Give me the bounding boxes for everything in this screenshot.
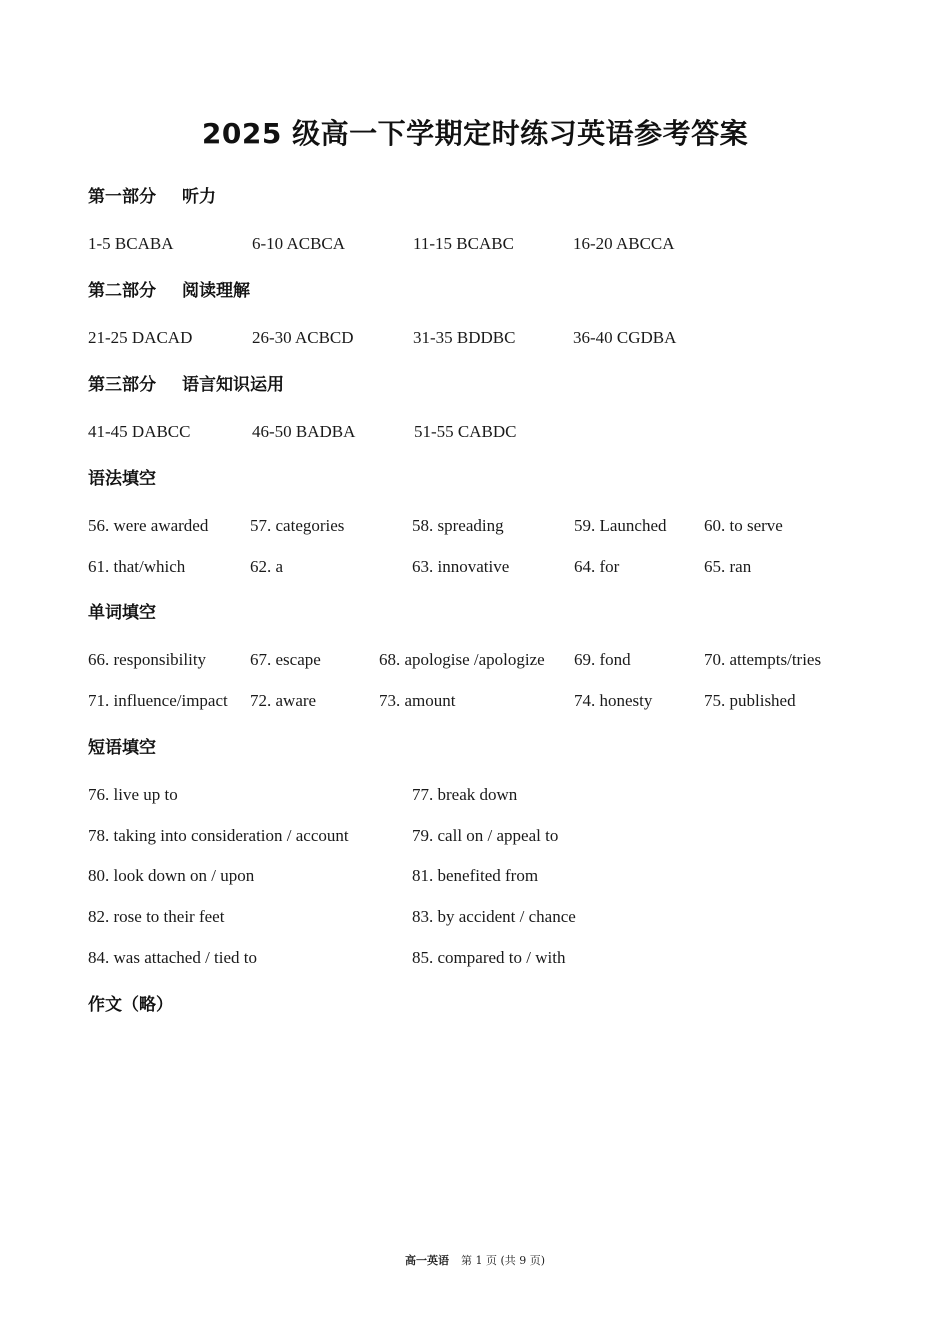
section-heading-language-use: [88, 370, 284, 395]
answer-item: 66. responsibility: [88, 650, 207, 669]
answer-group: 11-15 BCABC: [413, 234, 514, 253]
answer-row: [0, 948, 950, 972]
answer-item: 69. fond: [574, 650, 631, 669]
answer-item: 68. apologise /apologize: [379, 650, 545, 669]
section-heading-word: 单词填空: [88, 603, 156, 623]
section-heading-grammar: 语法填空: [88, 469, 156, 489]
footer-subject: 高一英语: [404, 1254, 449, 1267]
answer-group: 26-30 ACBCD: [252, 328, 354, 347]
answer-group: 16-20 ABCCA: [573, 234, 675, 253]
answer-group: 46-50 BADBA: [252, 422, 356, 441]
answer-item: 64. for: [574, 557, 620, 576]
section-heading-phrase: 短语填空: [88, 738, 156, 758]
answer-row: [0, 691, 950, 715]
section-label: 第二部分: [88, 281, 156, 301]
page-footer: [0, 1252, 950, 1268]
answer-item: 81. benefited from: [412, 866, 539, 885]
answer-item: 72. aware: [250, 691, 317, 710]
answer-row: [0, 650, 950, 674]
answer-item: 60. to serve: [704, 516, 783, 535]
answer-item: 59. Launched: [574, 516, 667, 535]
answer-group: 21-25 DACAD: [88, 328, 193, 347]
answer-item: 61. that/which: [88, 557, 186, 576]
answer-row: [0, 234, 950, 258]
answer-item: 78. taking into consideration / account: [88, 826, 349, 845]
answer-item: 80. look down on / upon: [88, 866, 255, 885]
answer-item: 84. was attached / tied to: [88, 948, 258, 967]
section-label: 第三部分: [88, 375, 156, 395]
answer-row: [0, 557, 950, 581]
answer-row: [0, 422, 950, 446]
answer-item: 79. call on / appeal to: [412, 826, 559, 845]
answer-row: [0, 907, 950, 931]
section-heading-listening: [88, 182, 216, 207]
answer-item: 58. spreading: [412, 516, 504, 535]
answer-row: [0, 826, 950, 850]
answer-item: 56. were awarded: [88, 516, 209, 535]
answer-group: 6-10 ACBCA: [252, 234, 346, 253]
answer-row: [0, 866, 950, 890]
footer-page-number: 第 1 页 (共 9 页): [460, 1254, 546, 1267]
answer-row: [0, 785, 950, 809]
answer-item: 82. rose to their feet: [88, 907, 225, 926]
answer-item: 73. amount: [379, 691, 456, 710]
answer-item: 74. honesty: [574, 691, 653, 710]
answer-group: 1-5 BCABA: [88, 234, 174, 253]
section-name: 语言知识运用: [182, 375, 284, 395]
section-heading-reading: [88, 276, 250, 301]
answer-item: 77. break down: [412, 785, 518, 804]
section-heading-essay: 作文（略）: [88, 995, 173, 1015]
section-name: 听力: [182, 187, 216, 207]
answer-item: 57. categories: [250, 516, 345, 535]
section-label: 第一部分: [88, 187, 156, 207]
answer-item: 75. published: [704, 691, 796, 710]
answer-item: 76. live up to: [88, 785, 178, 804]
answer-group: 31-35 BDDBC: [413, 328, 516, 347]
answer-item: 63. innovative: [412, 557, 510, 576]
answer-item: 83. by accident / chance: [412, 907, 576, 926]
answer-group: 36-40 CGDBA: [573, 328, 677, 347]
answer-item: 70. attempts/tries: [704, 650, 822, 669]
page-title: 2025 级高一下学期定时练习英语参考答案: [201, 117, 749, 150]
section-name: 阅读理解: [182, 281, 250, 301]
answer-item: 62. a: [250, 557, 284, 576]
answer-group: 41-45 DABCC: [88, 422, 191, 441]
answer-row: [0, 516, 950, 540]
answer-item: 85. compared to / with: [412, 948, 566, 967]
answer-item: 71. influence/impact: [88, 691, 228, 710]
answer-group: 51-55 CABDC: [414, 422, 517, 441]
answer-item: 65. ran: [704, 557, 752, 576]
answer-row: [0, 328, 950, 352]
answer-item: 67. escape: [250, 650, 321, 669]
